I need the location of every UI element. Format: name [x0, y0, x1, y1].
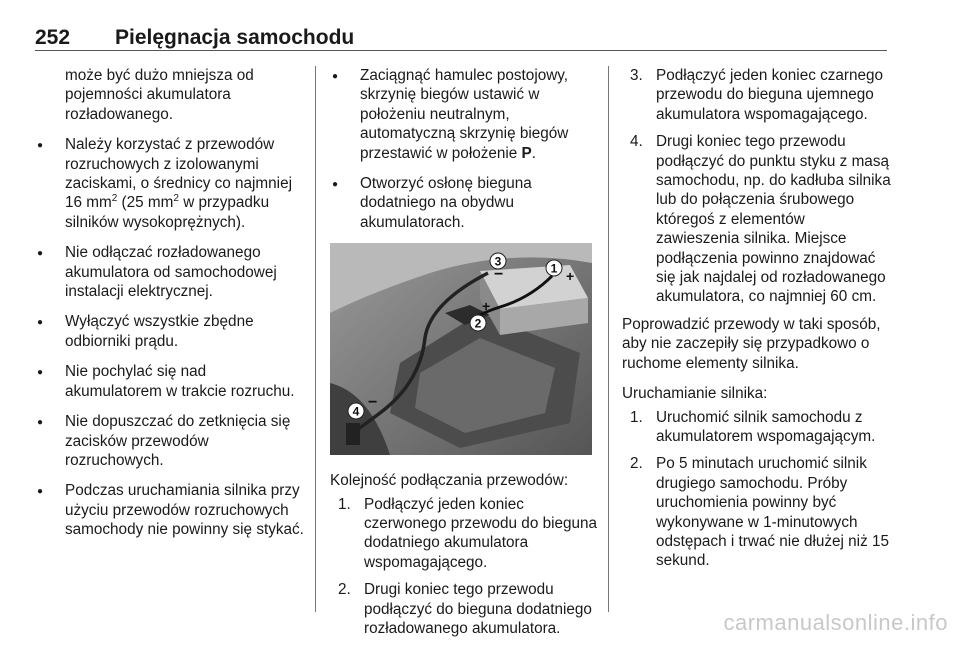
step-number: 1. [338, 495, 351, 513]
bullet-item [35, 135, 305, 232]
jump-start-illustration [330, 243, 592, 455]
page-title: Pielęgnacja samochodu [115, 26, 355, 49]
continuation-text: może być dużo mniejsza od pojemności akumulatora rozładowanego. [65, 67, 254, 123]
numbered-step [630, 132, 892, 307]
column-3 [622, 66, 892, 579]
numbered-step [630, 454, 892, 570]
superscript: 2 [173, 193, 179, 205]
numbered-step [338, 580, 600, 638]
step-text: Uruchomić silnik samochodu z akumulatorem wspomagającym. [656, 408, 876, 445]
step-number: 2. [630, 455, 643, 473]
callout-label-4: 4 [352, 404, 360, 419]
page-number: 252 [35, 26, 71, 49]
column-2 [330, 66, 600, 647]
bullet-item: ● Nie pochylać się nad akumulatorem w trakcie rozruchu. [35, 362, 305, 401]
step-text: Podłączyć jeden koniec czarnego przewodu do bieguna ujemnego akumulatora wspomagającego. [656, 67, 884, 123]
numbered-step [630, 408, 892, 447]
bullet-item: ● Nie dopuszczać do zetknięcia się zacisków przewodów rozruchowych. [35, 412, 305, 470]
step-text: Drugi koniec tego przewodu podłączyć do bieguna dodatniego rozładowanego akumulatora. [364, 581, 592, 638]
bullet-text: Należy korzystać z przewodów rozruchowych z izolowanymi zaciskami, o średnicy co najmniej 16 mm [65, 136, 292, 212]
column-divider-2 [608, 66, 609, 612]
step-text: Drugi koniec tego przewodu podłączyć do punktu styku z masą samochodu, np. do kadłuba silnika lub do połączenia śrubowego któregoś z elementów zawieszenia silnika. Miejsce podłączenia powinno znajdować się jak najdalej od rozładowanego akumulatora, co najmniej 60 cm. [656, 133, 891, 306]
column-1 [35, 66, 305, 551]
minus-sign: − [368, 394, 378, 412]
bullet-item: ● Otworzyć osłonę bieguna dodatniego na obydwu akumulatorach. [330, 174, 600, 232]
paragraph: Poprowadzić przewody w taki sposób, aby nie zaczepiły się przypadkowo o ruchome elementy silnika. [622, 315, 881, 372]
bullet-item: ● Wyłączyć wszystkie zbędne odbiorniki prądu. [35, 312, 305, 351]
step-number: 4. [630, 133, 643, 151]
bullet-text: Zaciągnąć hamulec postojowy, skrzynię biegów ustawić w położeniu neutralnym, automatyczną skrzynię biegów przestawić w położenie [360, 67, 569, 162]
plus-sign: + [566, 268, 575, 285]
ground-clamp [346, 423, 360, 445]
bullet-item: ● Nie odłączać rozładowanego akumulatora od samochodowej instalacji elektrycznej. [35, 243, 305, 301]
callout-label-3: 3 [494, 254, 502, 269]
engine-bay-drawing [330, 243, 592, 455]
bullet-text: (25 mm [117, 194, 174, 212]
sequence-title: Kolejność podłączania przewodów: [330, 472, 569, 490]
step-number: 2. [338, 581, 351, 599]
callout-label-1: 1 [550, 261, 558, 276]
bullet-text: w przypadku silników wysokoprężnych). [65, 194, 270, 231]
watermark: carmanualsonline.info [723, 610, 948, 635]
step-text: Podłączyć jeden koniec czerwonego przewodu do bieguna dodatniego akumulatora wspomagającego. [364, 495, 598, 571]
start-title: Uruchamianie silnika: [622, 385, 768, 403]
step-number: 3. [630, 67, 643, 84]
minus-sign: − [494, 266, 504, 284]
superscript: 2 [111, 193, 118, 205]
gear-position-p: P [521, 144, 532, 162]
plus-sign: + [482, 298, 491, 315]
column-divider-1 [315, 66, 316, 612]
numbered-step [630, 66, 892, 124]
bullet-text: . [531, 144, 536, 162]
bullet-item [330, 66, 600, 163]
step-text: Po 5 minutach uruchomić silnik drugiego samochodu. Próby uruchomienia powinny być wykonywane w 1-minutowych odstępach i trwać nie dłużej niż 15 sekund. [656, 455, 889, 570]
step-number: 1. [630, 408, 643, 426]
page-header [35, 24, 887, 51]
numbered-step [338, 495, 600, 573]
callout-label-2: 2 [474, 316, 482, 331]
bullet-item: ● Podczas uruchamiania silnika przy użyciu przewodów rozruchowych samochody nie powinny się stykać. [35, 481, 305, 539]
